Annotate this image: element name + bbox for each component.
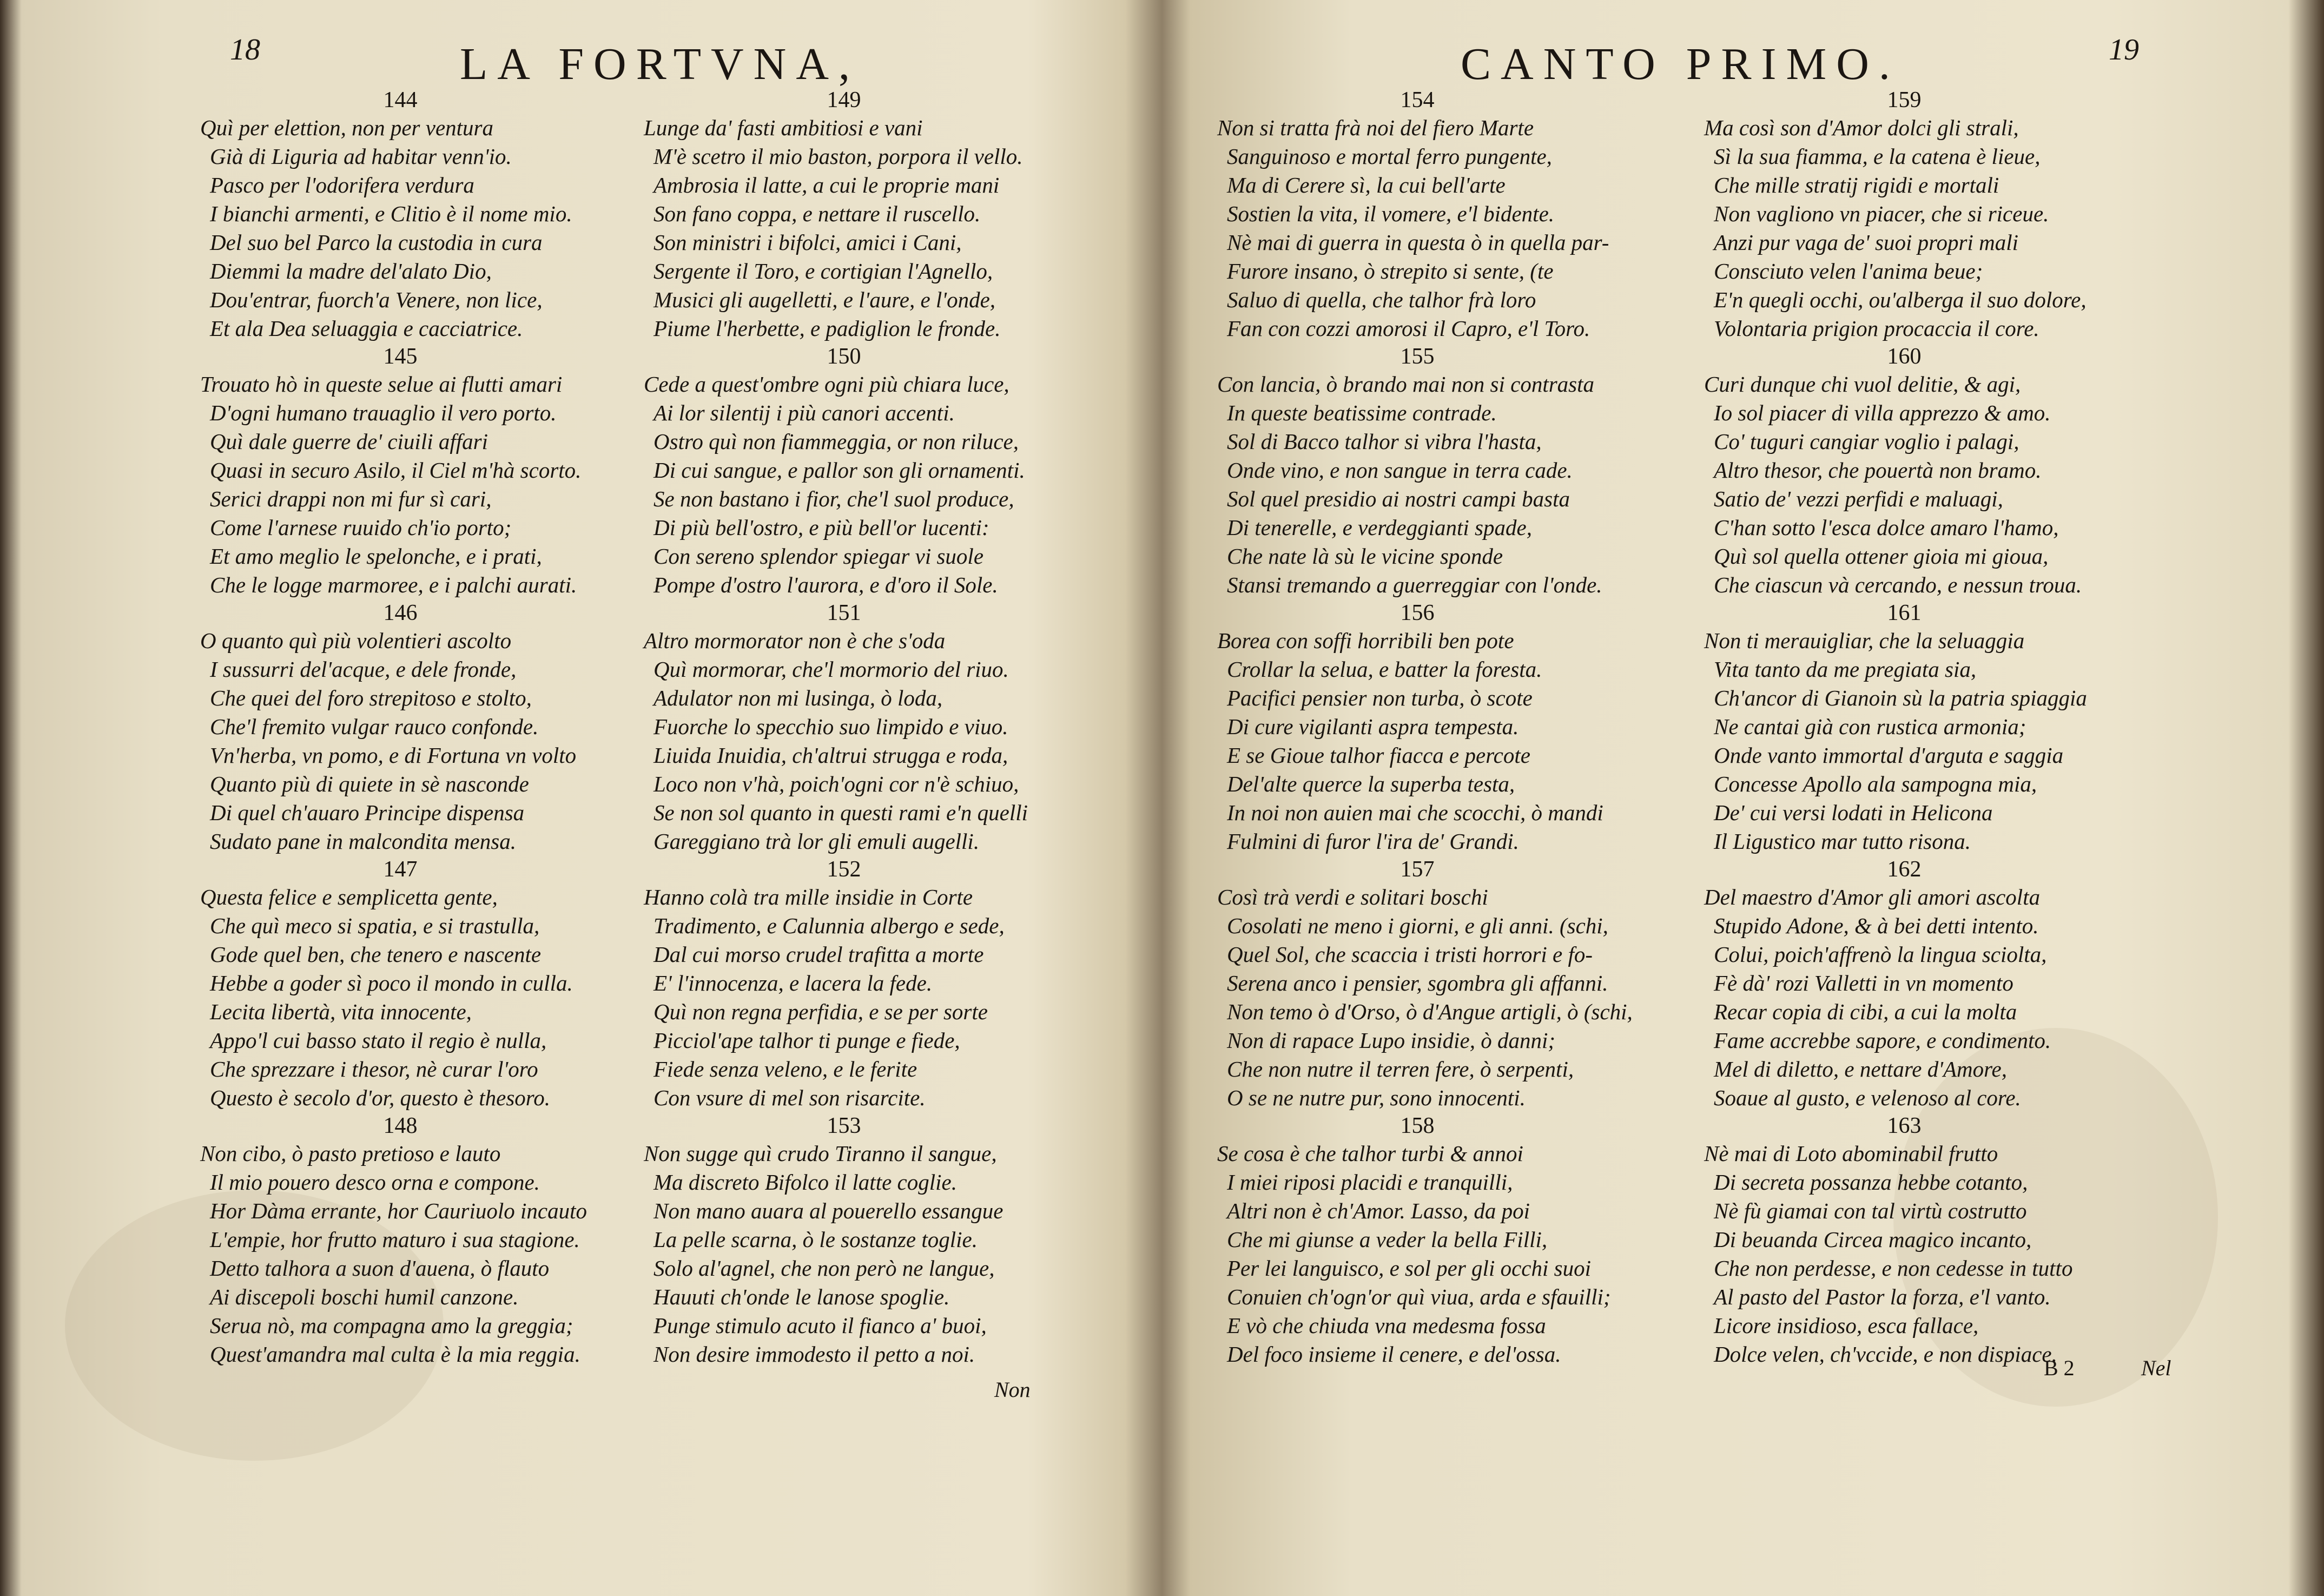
verse-line: M'è scetro il mio baston, porpora il vello.	[653, 144, 1023, 169]
stanza-number: 153	[827, 1113, 861, 1138]
verse-line: E se Gioue talhor fiacca e percote	[1227, 743, 1530, 768]
verse-line: Solo al'agnel, che non però ne langue,	[653, 1256, 995, 1281]
verse-line: Come l'arnese ruuido ch'io porto;	[210, 515, 512, 540]
verse-line: Di secreta possanza hebbe cotanto,	[1714, 1170, 2028, 1195]
verse-line: Sol quel presidio ai nostri campi basta	[1227, 486, 1570, 511]
verse-line: La pelle scarna, ò le sostanze toglie.	[653, 1227, 978, 1252]
verse-line: Altri non è ch'Amor. Lasso, da poi	[1227, 1198, 1530, 1223]
verse-line: Non si tratta frà noi del fiero Marte	[1217, 115, 1534, 140]
verse-line: Che mille stratij rigidi e mortali	[1714, 173, 1999, 197]
verse-line: Che'l fremito vulgar rauco confonde.	[210, 714, 539, 739]
verse-line: Borea con soffi horribili ben pote	[1217, 628, 1514, 653]
verse-line: Sudato pane in malcondita mensa.	[210, 829, 516, 854]
verse-line: Quel Sol, che scaccia i tristi horrori e fo-	[1227, 942, 1593, 967]
verse-line: Che nate là sù le vicine sponde	[1227, 544, 1503, 569]
verse-line: Hebbe a goder sì poco il mondo in culla.	[210, 971, 573, 995]
verse-line: Dou'entrar, fuorch'a Venere, non lice,	[210, 287, 543, 312]
verse-line: Altro thesor, che pouertà non bramo.	[1714, 458, 2042, 483]
verse-line: Onde vanto immortal d'arguta e saggia	[1714, 743, 2064, 768]
verse-line: Trouato hò in queste selue ai flutti amari	[200, 372, 563, 397]
verse-line: Quì mormorar, che'l mormorio del riuo.	[653, 657, 1009, 682]
verse-line: Altro mormorator non è che s'oda	[644, 628, 946, 653]
verse-line: Volontaria prigion procaccia il core.	[1714, 316, 2039, 341]
verse-line: Son fano coppa, e nettare il ruscello.	[653, 201, 981, 226]
verse-line: Serena anco i pensier, sgombra gli affanni.	[1227, 971, 1608, 995]
verse-line: Cede a quest'ombre ogni più chiara luce,	[644, 372, 1009, 397]
verse-line: Questa felice e semplicetta gente,	[200, 885, 498, 909]
verse-line: In noi non auien mai che scocchi, ò mandi	[1227, 800, 1603, 825]
verse-line: Ambrosia il latte, a cui le proprie mani	[653, 173, 1000, 197]
verse-line: C'han sotto l'esca dolce amaro l'hamo,	[1714, 515, 2059, 540]
stanza	[644, 856, 1109, 1112]
verse-line: Anzi pur vaga de' suoi propri mali	[1714, 230, 2019, 255]
verse-line: Quì non regna perfidia, e se per sorte	[653, 999, 988, 1024]
verse-line: Che non nutre il terren fere, ò serpenti,	[1227, 1057, 1574, 1081]
stanza-number: 146	[383, 601, 418, 625]
verse-line: D'ogni humano trauaglio il vero porto.	[210, 400, 557, 425]
verse-line: O se ne nutre pur, sono innocenti.	[1227, 1085, 1526, 1110]
verse-line: Non ti merauigliar, che la seluaggia	[1704, 628, 2025, 653]
stanza	[200, 856, 665, 1112]
verse-line: Saluo di quella, che talhor frà loro	[1227, 287, 1536, 312]
verse-line: Non sugge quì crudo Tiranno il sangue,	[644, 1141, 997, 1166]
verse-line: I sussurri del'acque, e dele fronde,	[210, 657, 517, 682]
verse-line: L'empie, hor frutto maturo i sua stagione.	[210, 1227, 580, 1252]
verse-line: Nè mai di Loto abominabil frutto	[1704, 1141, 1998, 1166]
verse-line: Se cosa è che talhor turbi & annoi	[1217, 1141, 1523, 1166]
signature-mark: B 2	[2044, 1356, 2075, 1380]
verse-line: Tradimento, e Calunnia albergo e sede,	[653, 913, 1005, 938]
verse-line: Nè fù giamai con tal virtù costrutto	[1714, 1198, 2027, 1223]
verse-line: Soaue al gusto, e velenoso al core.	[1714, 1085, 2021, 1110]
verse-line: Che mi giunse a veder la bella Filli,	[1227, 1227, 1548, 1252]
stanza	[1217, 1112, 1682, 1369]
verse-line: Vn'herba, vn pomo, e di Fortuna vn volto	[210, 743, 577, 768]
verse-line: Vita tanto da me pregiata sia,	[1714, 657, 1977, 682]
verse-line: Fan con cozzi amorosi il Capro, e'l Toro.	[1227, 316, 1590, 341]
catchword: Non	[994, 1377, 1031, 1402]
verse-line: Hanno colà tra mille insidie in Corte	[644, 885, 973, 909]
verse-line: Al pasto del Pastor la forza, e'l vanto.	[1714, 1284, 2051, 1309]
verse-line: Quest'amandra mal culta è la mia reggia.	[210, 1342, 580, 1367]
stanza-number: 159	[1887, 88, 1922, 113]
verse-line: Appo'l cui basso stato il regio è nulla,	[210, 1028, 547, 1053]
verse-line: E'n quegli occhi, ou'alberga il suo dolore,	[1714, 287, 2087, 312]
verse-line: I bianchi armenti, e Clitio è il nome mio.	[210, 201, 572, 226]
stanza	[1704, 1112, 2169, 1369]
verse-line: I miei riposi placidi e tranquilli,	[1227, 1170, 1513, 1195]
verse-line: Per lei languisco, e sol per gli occhi suoi	[1227, 1256, 1591, 1281]
verse-line: Sol di Bacco talhor si vibra l'hasta,	[1227, 429, 1542, 454]
stanza-number: 152	[827, 857, 861, 882]
verse-line: Son ministri i bifolci, amici i Cani,	[653, 230, 962, 255]
verse-line: Mel di diletto, e nettare d'Amore,	[1714, 1057, 2008, 1081]
verse-line: Di beuanda Circea magico incanto,	[1714, 1227, 2032, 1252]
verse-line: Con lancia, ò brando mai non si contrasta	[1217, 372, 1595, 397]
running-head: CANTO PRIMO.	[1461, 39, 1900, 89]
verse-line: Recar copia di cibi, a cui la molta	[1714, 999, 2017, 1024]
verse-line: Fulmini di furor l'ira de' Grandi.	[1227, 829, 1519, 854]
stanza-number: 160	[1887, 344, 1922, 369]
verse-line: Già di Liguria ad habitar venn'io.	[210, 144, 512, 169]
stanza	[644, 1112, 1109, 1369]
verse-line: Quì sol quella ottener gioia mi gioua,	[1714, 544, 2049, 569]
verse-line: Non temo ò d'Orso, ò d'Angue artigli, ò (schi,	[1227, 999, 1633, 1024]
verse-line: Pompe d'ostro l'aurora, e d'oro il Sole.	[653, 572, 998, 597]
stanza	[200, 599, 665, 856]
page-number: 19	[2109, 33, 2139, 67]
verse-line: In queste beatissime contrade.	[1227, 400, 1497, 425]
verse-line: Quanto più di quiete in sè nasconde	[210, 771, 529, 796]
verse-line: Ma di Cerere sì, la cui bell'arte	[1227, 173, 1506, 197]
verse-line: Serici drappi non mi fur sì cari,	[210, 486, 492, 511]
verse-line: Con vsure di mel son risarcite.	[653, 1085, 926, 1110]
verse-line: Ne cantai già con rustica armonia;	[1714, 714, 2026, 739]
verse-line: Pacifici pensier non turba, ò scote	[1227, 685, 1533, 710]
verse-line: Sostien la vita, il vomere, e'l bidente.	[1227, 201, 1555, 226]
verse-line: Ostro quì non fiammeggia, or non riluce,	[653, 429, 1019, 454]
stanza	[1217, 599, 1682, 856]
verse-line: Il mio pouero desco orna e compone.	[210, 1170, 540, 1195]
running-head: LA FORTVNA,	[460, 39, 860, 89]
stanza-number: 158	[1400, 1113, 1435, 1138]
verse-line: Non di rapace Lupo insidie, ò danni;	[1227, 1028, 1556, 1053]
verse-line: Se non bastano i fior, che'l suol produce,	[653, 486, 1014, 511]
stanza	[644, 599, 1109, 856]
verse-line: Non cibo, ò pasto pretioso e lauto	[200, 1141, 501, 1166]
verse-line: Che ciascun và cercando, e nessun troua.	[1714, 572, 2082, 597]
stanza	[1704, 343, 2169, 599]
verse-line: Così trà verdi e solitari boschi	[1217, 885, 1488, 909]
verse-line: Liuida Inuidia, ch'altrui strugga e roda,	[653, 743, 1008, 768]
verse-line: Di quel ch'auaro Principe dispensa	[210, 800, 525, 825]
verse-line: Consciuto velen l'anima beue;	[1714, 259, 1983, 283]
verse-line: Di cui sangue, e pallor son gli ornamenti.	[653, 458, 1025, 483]
verse-line: Musici gli augelletti, e l'aure, e l'onde,	[653, 287, 996, 312]
verse-line: Il Ligustico mar tutto risona.	[1714, 829, 1971, 854]
verse-line: Cosolati ne meno i giorni, e gli anni. (schi,	[1227, 913, 1608, 938]
verse-line: Del suo bel Parco la custodia in cura	[210, 230, 543, 255]
verse-line: Dolce velen, ch'vccide, e non dispiace.	[1714, 1342, 2057, 1367]
verse-line: Ai lor silentij i più canori accenti.	[653, 400, 955, 425]
verse-line: Punge stimulo acuto il fianco a' buoi,	[653, 1313, 987, 1338]
verse-line: De' cui versi lodati in Helicona	[1714, 800, 1993, 825]
verse-line: Et ala Dea seluaggia e cacciatrice.	[210, 316, 523, 341]
stanza-number: 163	[1887, 1113, 1922, 1138]
verse-line: Curi dunque chi vuol delitie, & agi,	[1704, 372, 2021, 397]
verse-line: Non vagliono vn piacer, che si riceue.	[1714, 201, 2049, 226]
verse-line: Che quei del foro strepitoso e stolto,	[210, 685, 532, 710]
verse-line: E vò che chiuda vna medesma fossa	[1227, 1313, 1546, 1338]
verse-line: Nè mai di guerra in questa ò in quella par-	[1227, 230, 1609, 255]
verse-line: Fame accrebbe sapore, e condimento.	[1714, 1028, 2051, 1053]
verse-line: Quasi in securo Asilo, il Ciel m'hà scorto.	[210, 458, 582, 483]
verse-line: Lecita libertà, vita innocente,	[210, 999, 472, 1024]
verse-line: Di cure vigilanti aspra tempesta.	[1227, 714, 1519, 739]
verse-line: Diemmi la madre del'alato Dio,	[210, 259, 492, 283]
verse-line: Con sereno splendor spiegar vi suole	[653, 544, 984, 569]
verse-line: Ma così son d'Amor dolci gli strali,	[1704, 115, 2019, 140]
verse-line: Che le logge marmoree, e i palchi aurati.	[210, 572, 577, 597]
stanza-number: 150	[827, 344, 861, 369]
verse-line: Stansi tremando a guerreggiar con l'onde.	[1227, 572, 1602, 597]
stanza	[1217, 856, 1682, 1112]
verse-line: Onde vino, e non sangue in terra cade.	[1227, 458, 1573, 483]
verse-line: Piume l'herbette, e padiglion le fronde.	[653, 316, 1001, 341]
verse-line: Picciol'ape talhor ti punge e fiede,	[653, 1028, 960, 1053]
verse-line: O quanto quì più volentieri ascolto	[200, 628, 512, 653]
verse-line: Colui, poich'affrenò la lingua sciolta,	[1714, 942, 2047, 967]
stanza-number: 155	[1400, 344, 1435, 369]
verse-line: Se non sol quanto in questi rami e'n quelli	[653, 800, 1028, 825]
text-column	[1704, 87, 2169, 1369]
stanza	[1704, 599, 2169, 856]
stanza-number: 148	[383, 1113, 418, 1138]
verse-line: Gode quel ben, che tenero e nascente	[210, 942, 542, 967]
stanza-number: 147	[383, 857, 418, 882]
verse-line: Sì la sua fiamma, e la catena è lieue,	[1714, 144, 2041, 169]
verse-line: Dal cui morso crudel trafitta a morte	[653, 942, 984, 967]
stanza	[200, 87, 665, 343]
page-number: 18	[230, 33, 260, 67]
verse-line: Non desire immodesto il petto a noi.	[653, 1342, 975, 1367]
verse-line: Loco non v'hà, poich'ogni cor n'è schiuo,	[653, 771, 1019, 796]
verse-line: Pasco per l'odorifera verdura	[210, 173, 474, 197]
stanza-number: 149	[827, 88, 861, 113]
stanza	[1704, 87, 2169, 343]
verse-line: Et amo meglio le spelonche, e i prati,	[210, 544, 542, 569]
verse-line: Che quì meco si spatia, e si trastulla,	[210, 913, 540, 938]
verse-line: Ma discreto Bifolco il latte coglie.	[653, 1170, 957, 1195]
stanza-number: 162	[1887, 857, 1922, 882]
verse-line: Fuorche lo specchio suo limpido e viuo.	[653, 714, 1008, 739]
stanza-number: 144	[383, 88, 418, 113]
stanza	[644, 343, 1109, 599]
stanza-number: 154	[1400, 88, 1435, 113]
verse-line: Lunge da' fasti ambitiosi e vani	[644, 115, 923, 140]
stanza	[200, 1112, 665, 1369]
verse-line: Fiede senza veleno, e le ferite	[653, 1057, 917, 1081]
verse-line: Io sol piacer di villa apprezzo & amo.	[1714, 400, 2051, 425]
verse-line: Quì per elettion, non per ventura	[200, 115, 494, 140]
verse-line: Detto talhora a suon d'auena, ò flauto	[210, 1256, 550, 1281]
right-page	[1162, 0, 2324, 1596]
verse-line: Ai discepoli boschi humil canzone.	[210, 1284, 519, 1309]
verse-line: Del maestro d'Amor gli amori ascolta	[1704, 885, 2041, 909]
verse-line: Che non perdesse, e non cedesse in tutto	[1714, 1256, 2073, 1281]
verse-line: Serua nò, ma compagna amo la greggia;	[210, 1313, 573, 1338]
stanza-number: 145	[383, 344, 418, 369]
verse-line: Quì dale guerre de' ciuili affari	[210, 429, 488, 454]
verse-line: Non mano auara al pouerello essangue	[653, 1198, 1003, 1223]
verse-line: Sanguinoso e mortal ferro pungente,	[1227, 144, 1552, 169]
verse-line: Co' tuguri cangiar voglio i palagi,	[1714, 429, 2019, 454]
verse-line: Conuien ch'ogn'or quì viua, arda e sfauilli;	[1227, 1284, 1611, 1309]
text-column	[1217, 87, 1682, 1369]
verse-line: Fè dà' rozi Valletti in vn momento	[1714, 971, 2013, 995]
verse-line: Licore insidioso, esca fallace,	[1714, 1313, 1979, 1338]
verse-line: Di più bell'ostro, e più bell'or lucenti:	[653, 515, 989, 540]
verse-line: Del'alte querce la superba testa,	[1227, 771, 1515, 796]
verse-line: Furore insano, ò strepito si sente, (te	[1227, 259, 1554, 283]
verse-line: Del foco insieme il cenere, e del'ossa.	[1227, 1342, 1561, 1367]
stanza	[1704, 856, 2169, 1112]
verse-line: Di tenerelle, e verdeggianti spade,	[1227, 515, 1532, 540]
stanza-number: 151	[827, 601, 861, 625]
verse-line: Ch'ancor di Gianoin sù la patria spiaggia	[1714, 685, 2087, 710]
catchword: Nel	[2141, 1356, 2171, 1380]
text-column	[200, 87, 665, 1369]
stanza-number: 156	[1400, 601, 1435, 625]
stanza	[1217, 343, 1682, 599]
verse-line: Che sprezzare i thesor, nè curar l'oro	[210, 1057, 538, 1081]
verse-line: Sergente il Toro, e cortigian l'Agnello,	[653, 259, 993, 283]
verse-line: Stupido Adone, & à bei detti intento.	[1714, 913, 2039, 938]
stanza	[644, 87, 1109, 343]
stanza	[200, 343, 665, 599]
verse-line: Satio de' vezzi perfidi e maluagi,	[1714, 486, 2003, 511]
verse-line: Concesse Apollo ala sampogna mia,	[1714, 771, 2037, 796]
stanza-number: 157	[1400, 857, 1435, 882]
text-column	[644, 87, 1109, 1369]
stanza	[1217, 87, 1682, 343]
verse-line: Questo è secolo d'or, questo è thesoro.	[210, 1085, 550, 1110]
verse-line: Crollar la selua, e batter la foresta.	[1227, 657, 1542, 682]
verse-line: Gareggiano trà lor gli emuli augelli.	[653, 829, 980, 854]
verse-line: Adulator non mi lusinga, ò loda,	[653, 685, 943, 710]
stanza-number: 161	[1887, 601, 1922, 625]
verse-line: Hauuti ch'onde le lanose spoglie.	[653, 1284, 950, 1309]
verse-line: Hor Dàma errante, hor Cauriuolo incauto	[210, 1198, 587, 1223]
verse-line: E' l'innocenza, e lacera la fede.	[653, 971, 933, 995]
